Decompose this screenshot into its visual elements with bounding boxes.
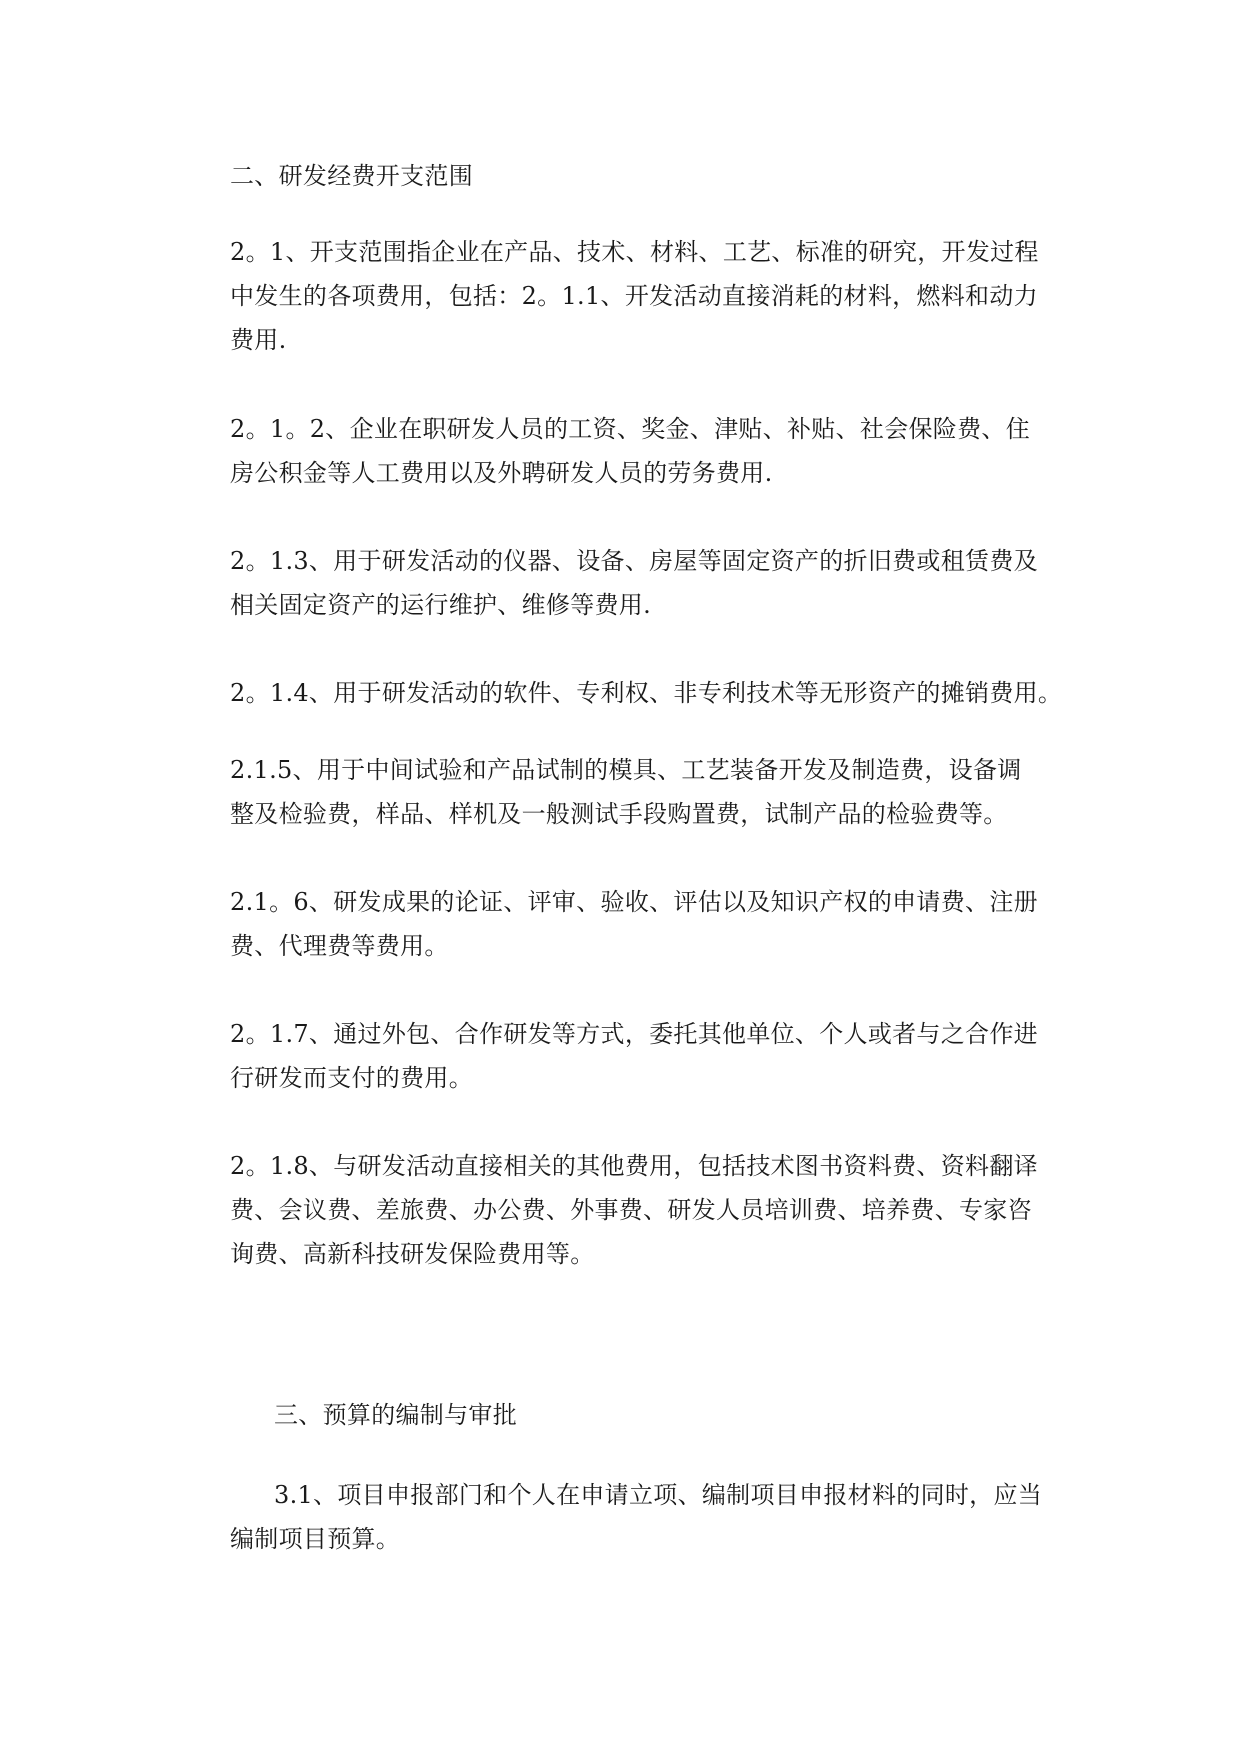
section-3-heading: [274, 1393, 1054, 1437]
paragraph-2-1-3: [230, 539, 1050, 627]
paragraph-line: 3.1、项目申报部门和个人在申请立项、编制项目申报材料的同时，应当: [274, 1481, 1043, 1509]
paragraph-line: 2。1.3、用于研发活动的仪器、设备、房屋等固定资产的折旧费或租赁费及: [230, 547, 1038, 575]
heading-text: 三、预算的编制与审批: [274, 1401, 517, 1429]
paragraph-2-1: [230, 230, 1050, 362]
paragraph-line: 2。1。2、企业在职研发人员的工资、奖金、津贴、补贴、社会保险费、住: [230, 415, 1031, 443]
paragraph-line: 询费、高新科技研发保险费用等。: [230, 1240, 595, 1268]
paragraph-2-1-7: [230, 1012, 1050, 1100]
paragraph-line: 2。1.7、通过外包、合作研发等方式，委托其他单位、个人或者与之合作进: [230, 1020, 1038, 1048]
paragraph-2-1-4: [230, 671, 1063, 715]
paragraph-2-1-5: [230, 748, 1050, 836]
paragraph-line: 整及检验费，样品、样机及一般测试手段购置费，试制产品的检验费等。: [230, 800, 1008, 828]
paragraph-line: 费、会议费、差旅费、办公费、外事费、研发人员培训费、培养费、专家咨: [230, 1196, 1032, 1224]
paragraph-line: 费用.: [230, 326, 287, 354]
paragraph-2-1-2: [230, 407, 1050, 495]
heading-text: 二、研发经费开支范围: [230, 162, 473, 190]
section-2-heading: [230, 154, 1050, 198]
paragraph-line: 编制项目预算。: [230, 1525, 401, 1553]
paragraph-line: 2.1。6、研发成果的论证、评审、验收、评估以及知识产权的申请费、注册: [230, 888, 1038, 916]
paragraph-line: 2.1.5、用于中间试验和产品试制的模具、工艺装备开发及制造费，设备调: [230, 756, 1022, 784]
paragraph-2-1-6: [230, 880, 1050, 968]
paragraph-line: 行研发而支付的费用。: [230, 1064, 473, 1092]
paragraph-line: 2。1.8、与研发活动直接相关的其他费用，包括技术图书资料费、资料翻译: [230, 1152, 1038, 1180]
paragraph-line: 费、代理费等费用。: [230, 932, 449, 960]
paragraph-line: 相关固定资产的运行维护、维修等费用.: [230, 591, 652, 619]
paragraph-line: 2。1、开支范围指企业在产品、技术、材料、工艺、标准的研究，开发过程: [230, 238, 1039, 266]
paragraph-line: 2。1.4、用于研发活动的软件、专利权、非专利技术等无形资产的摊销费用。: [230, 679, 1063, 707]
paragraph-line: 房公积金等人工费用以及外聘研发人员的劳务费用.: [230, 459, 773, 487]
paragraph-2-1-8: [230, 1144, 1050, 1276]
paragraph-line: 中发生的各项费用，包括：2。1.1、开发活动直接消耗的材料，燃料和动力: [230, 282, 1038, 310]
paragraph-3-1: [230, 1473, 1050, 1561]
